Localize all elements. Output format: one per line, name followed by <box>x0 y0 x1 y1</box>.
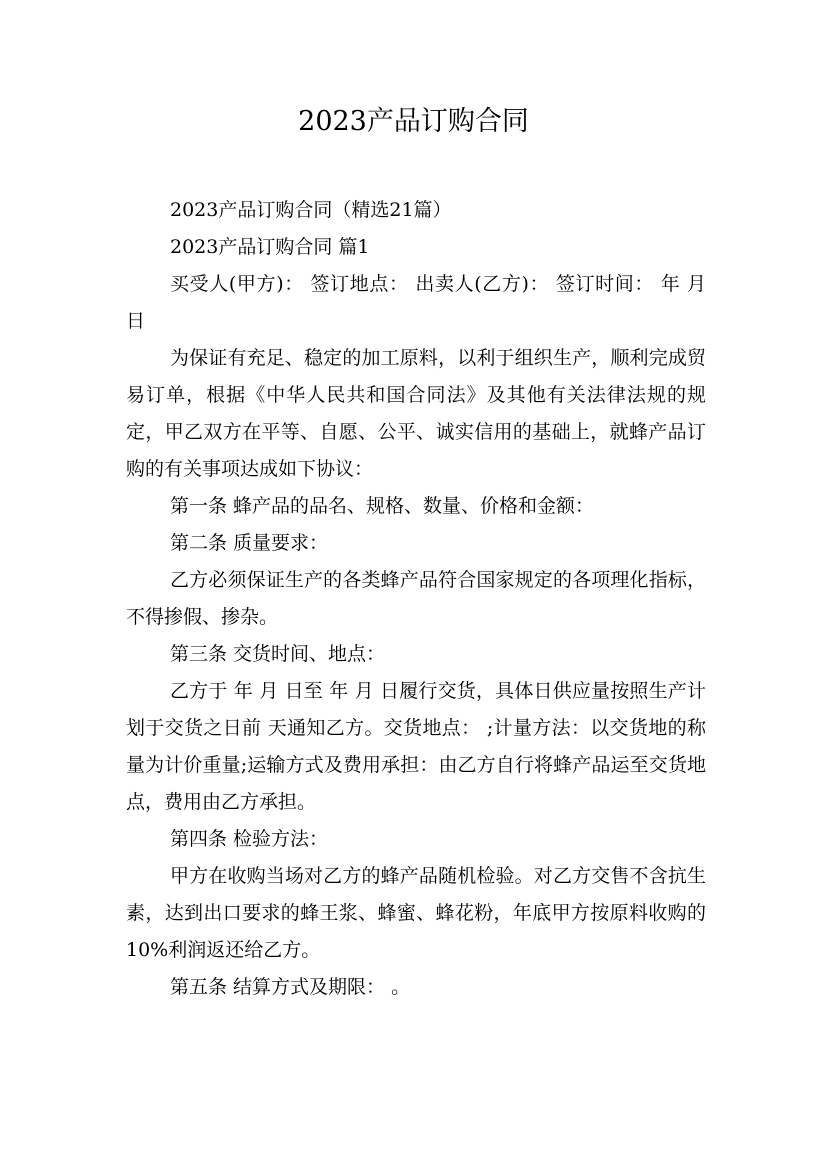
clause-2-heading: 第二条 质量要求： <box>170 532 329 554</box>
clause-2-body: 乙方必须保证生产的各类蜂产品符合国家规定的各项理化指标，不得掺假、掺杂。 <box>126 569 706 628</box>
clause-5-heading: 第五条 结算方式及期限： 。 <box>170 976 411 998</box>
clause-1-heading: 第一条 蜂产品的品名、规格、数量、价格和金额： <box>170 495 595 517</box>
paragraph-preamble: 为保证有充足、稳定的加工原料，以利于组织生产，顺利完成贸易订单，根据《中华人民共和国合同法》及其他有关法律法规的规定，甲乙双方在平等、自愿、公平、诚实信用的基础上，就蜂产品订购的有关事项达成如下协议： <box>126 347 706 480</box>
document-title: 2023产品订购合同 <box>298 106 529 137</box>
clause-3-body: 乙方于 年 月 日至 年 月 日履行交货，具体日供应量按照生产计划于交货之日前 天通知乙方。交货地点： ;计量方法：以交货地的称量为计价重量;运输方式及费用承担：由乙方自行将蜂产品运至交货地点，费用由乙方承担。 <box>126 680 706 813</box>
paragraph-section-heading: 2023产品订购合同 篇1 <box>170 236 370 258</box>
clause-3-heading: 第三条 交货时间、地点： <box>170 643 386 665</box>
paragraph-parties: 买受人(甲方)： 签订地点： 出卖人(乙方)： 签订时间： 年 月 日 <box>126 273 706 332</box>
clause-4-heading: 第四条 检验方法： <box>170 828 329 850</box>
clause-4-body: 甲方在收购当场对乙方的蜂产品随机检验。对乙方交售不含抗生素，达到出口要求的蜂王浆、蜂蜜、蜂花粉，年底甲方按原料收购的10%利润返还给乙方。 <box>126 865 706 961</box>
document-body <box>126 192 706 1006</box>
paragraph-subtitle: 2023产品订购合同（精选21篇） <box>170 199 452 221</box>
